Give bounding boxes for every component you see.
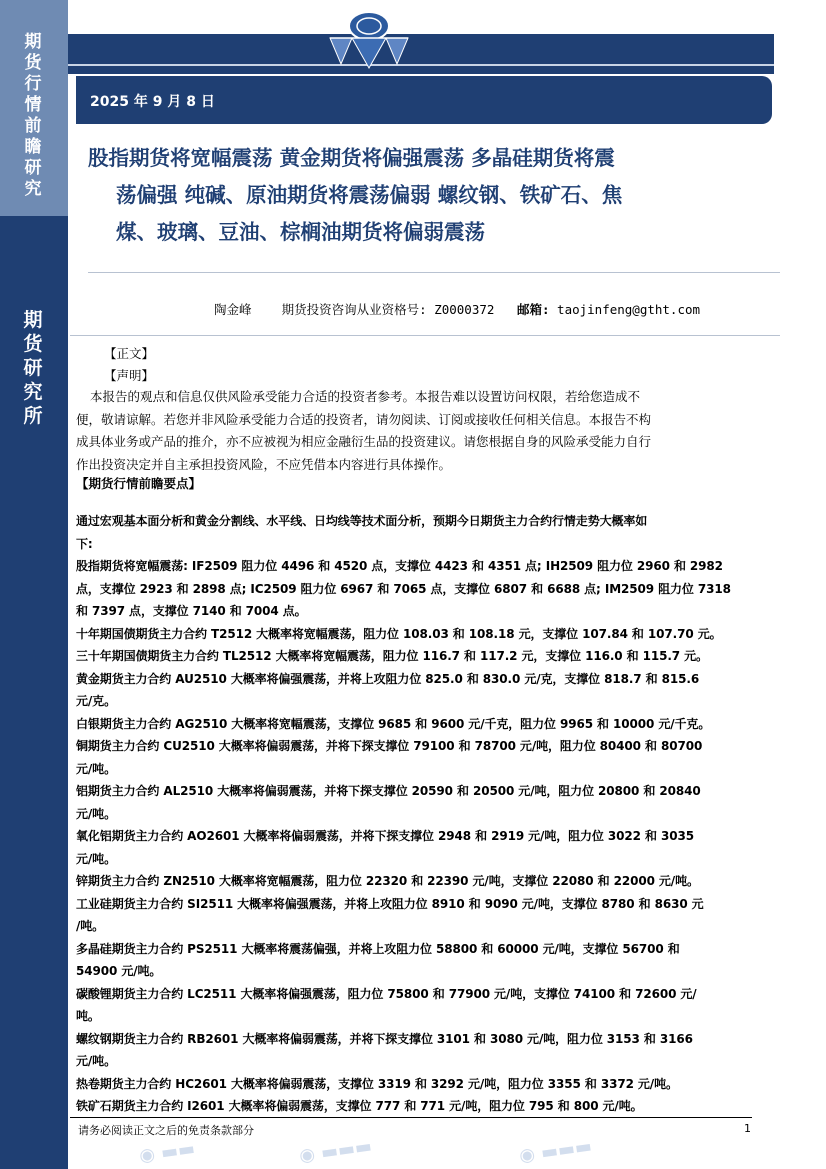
point-line: 元/吨。	[76, 1054, 116, 1068]
point-line: 通过宏观基本面分析和黄金分割线、水平线、日均线等技术面分析，预期今日期货主力合约行情走势大概率如	[76, 514, 648, 528]
point-line: 54900 元/吨。	[76, 964, 162, 978]
point-line: 氧化铝期货主力合约 AO2601 大概率将偏弱震荡，并将下探支撑位 2948 和 2919 元/吨，阻力位 3022 和 3035	[76, 829, 694, 843]
date-banner	[76, 76, 772, 124]
title-line: 荡偏强 纯碱、原油期货将震荡偏弱 螺纹钢、铁矿石、焦	[116, 183, 623, 207]
section-tag-key-points: 【期货行情前瞻要点】	[76, 476, 202, 491]
author-line	[214, 300, 700, 318]
point-line: 铝期货主力合约 AL2510 大概率将偏弱震荡，并将下探支撑位 20590 和 20500 元/吨，阻力位 20800 和 20840	[76, 784, 701, 798]
footer-disclaimer-note: 请务必阅读正文之后的免责条款部分	[78, 1124, 254, 1137]
point-line: 白银期货主力合约 AG2510 大概率将宽幅震荡，支撑位 9685 和 9600 元/千克，阻力位 9965 和 10000 元/千克。	[76, 716, 711, 731]
section-tag-statement: 【声明】	[104, 368, 155, 383]
title-line: 股指期货将宽幅震荡 黄金期货将偏强震荡 多晶硅期货将震	[88, 146, 615, 170]
point-line: 工业硅期货主力合约 SI2511 大概率将偏强震荡，并将上攻阻力位 8910 和 9090 元/吨，支撑位 8780 和 8630 元	[76, 896, 704, 911]
watermark-logo-icon: ◉ ▬▬▬	[297, 1135, 374, 1167]
email-label: 邮箱:	[516, 302, 550, 317]
point-line: 十年期国债期货主力合约 T2512 大概率将宽幅震荡，阻力位 108.03 和 108.18 元，支撑位 107.84 和 107.70 元。	[76, 626, 722, 641]
title-line: 煤、玻璃、豆油、棕榈油期货将偏弱震荡	[116, 220, 485, 244]
point-line: 多晶硅期货主力合约 PS2511 大概率将震荡偏强，并将上攻阻力位 58800 和 60000 元/吨，支撑位 56700 和	[76, 941, 680, 956]
point-line: 吨。	[76, 1009, 100, 1023]
point-line: 元/吨。	[76, 851, 116, 866]
point-line: 元/吨。	[76, 806, 116, 821]
point-line: 三十年期国债期货主力合约 TL2512 大概率将宽幅震荡，阻力位 116.7 和 117.2 元，支撑位 116.0 和 115.7 元。	[76, 649, 708, 663]
point-line: 铁矿石期货主力合约 I2601 大概率将偏弱震荡，支撑位 777 和 771 元/吨，阻力位 795 和 800 元/吨。	[76, 1099, 643, 1113]
watermark-logo-icon: ◉ ▬▬▬	[517, 1135, 594, 1167]
sidebar-department-label: 期货研究所	[23, 309, 43, 427]
author-divider	[70, 335, 780, 336]
sidebar-top-panel	[0, 0, 68, 216]
key-points-list	[76, 510, 754, 1118]
sidebar-bottom-panel	[0, 216, 68, 1169]
point-line: 和 7397 点，支撑位 7140 和 7004 点。	[76, 604, 307, 618]
footer-divider	[70, 1117, 752, 1118]
point-line: 黄金期货主力合约 AU2510 大概率将偏强震荡，并将上攻阻力位 825.0 和 830.0 元/克，支撑位 818.7 和 815.6	[76, 671, 700, 686]
author-name: 陶金峰	[214, 302, 252, 317]
point-line: 元/吨。	[76, 761, 116, 776]
page-number: 1	[744, 1122, 751, 1135]
point-line: 下:	[76, 536, 93, 551]
license-label: 期货投资咨询从业资格号:	[281, 302, 427, 317]
disclaimer-line: 本报告的观点和信息仅供风险承受能力合适的投资者参考。本报告难以设置访问权限，若给您造成不	[90, 389, 641, 404]
sidebar-category-label: 期货行情前瞻研究	[24, 32, 42, 199]
section-tag-main: 【正文】	[104, 346, 155, 361]
disclaimer-line: 便，敬请谅解。若您并非风险承受能力合适的投资者，请勿阅读、订阅或接收任何相关信息。本报告不构	[76, 411, 652, 427]
point-line: 点，支撑位 2923 和 2898 点; IC2509 阻力位 6967 和 7065 点，支撑位 6807 和 6688 点; IM2509 阻力位 7318	[76, 581, 731, 596]
point-line: /吨。	[76, 919, 105, 933]
report-title	[88, 140, 756, 251]
watermark-logo-icon: ◉ ▬▬	[137, 1138, 197, 1167]
point-line: 螺纹钢期货主力合约 RB2601 大概率将偏弱震荡，并将下探支撑位 3101 和 3080 元/吨，阻力位 3153 和 3166	[76, 1031, 693, 1046]
point-line: 股指期货将宽幅震荡: IF2509 阻力位 4496 和 4520 点，支撑位 4423 和 4351 点; IH2509 阻力位 2960 和 2982	[76, 559, 723, 573]
point-line: 碳酸锂期货主力合约 LC2511 大概率将偏强震荡，阻力位 75800 和 77900 元/吨，支撑位 74100 和 72600 元/	[76, 986, 697, 1001]
point-line: 锌期货主力合约 ZN2510 大概率将宽幅震荡，阻力位 22320 和 22390 元/吨，支撑位 22080 和 22000 元/吨。	[76, 874, 699, 888]
point-line: 热卷期货主力合约 HC2601 大概率将偏弱震荡，支撑位 3319 和 3292 元/吨，阻力位 3355 和 3372 元/吨。	[76, 1076, 678, 1091]
disclaimer-line: 作出投资决定并自主承担投资风险，不应凭借本内容进行具体操作。	[76, 456, 452, 472]
disclaimer-line: 成具体业务或产品的推介，亦不应被视为相应金融衍生品的投资建议。请您根据自身的风险承受能力自行	[76, 434, 652, 449]
disclaimer-paragraph	[76, 386, 752, 476]
author-email: taojinfeng@gtht.com	[557, 302, 701, 317]
license-number: Z0000372	[434, 302, 495, 317]
title-divider	[88, 272, 780, 273]
header-band	[68, 34, 774, 74]
diamond-logo-icon	[322, 4, 416, 70]
report-date: 2025 年 9 月 8 日	[90, 94, 215, 110]
point-line: 铜期货主力合约 CU2510 大概率将偏弱震荡，并将下探支撑位 79100 和 78700 元/吨，阻力位 80400 和 80700	[76, 739, 703, 753]
point-line: 元/克。	[76, 694, 116, 708]
